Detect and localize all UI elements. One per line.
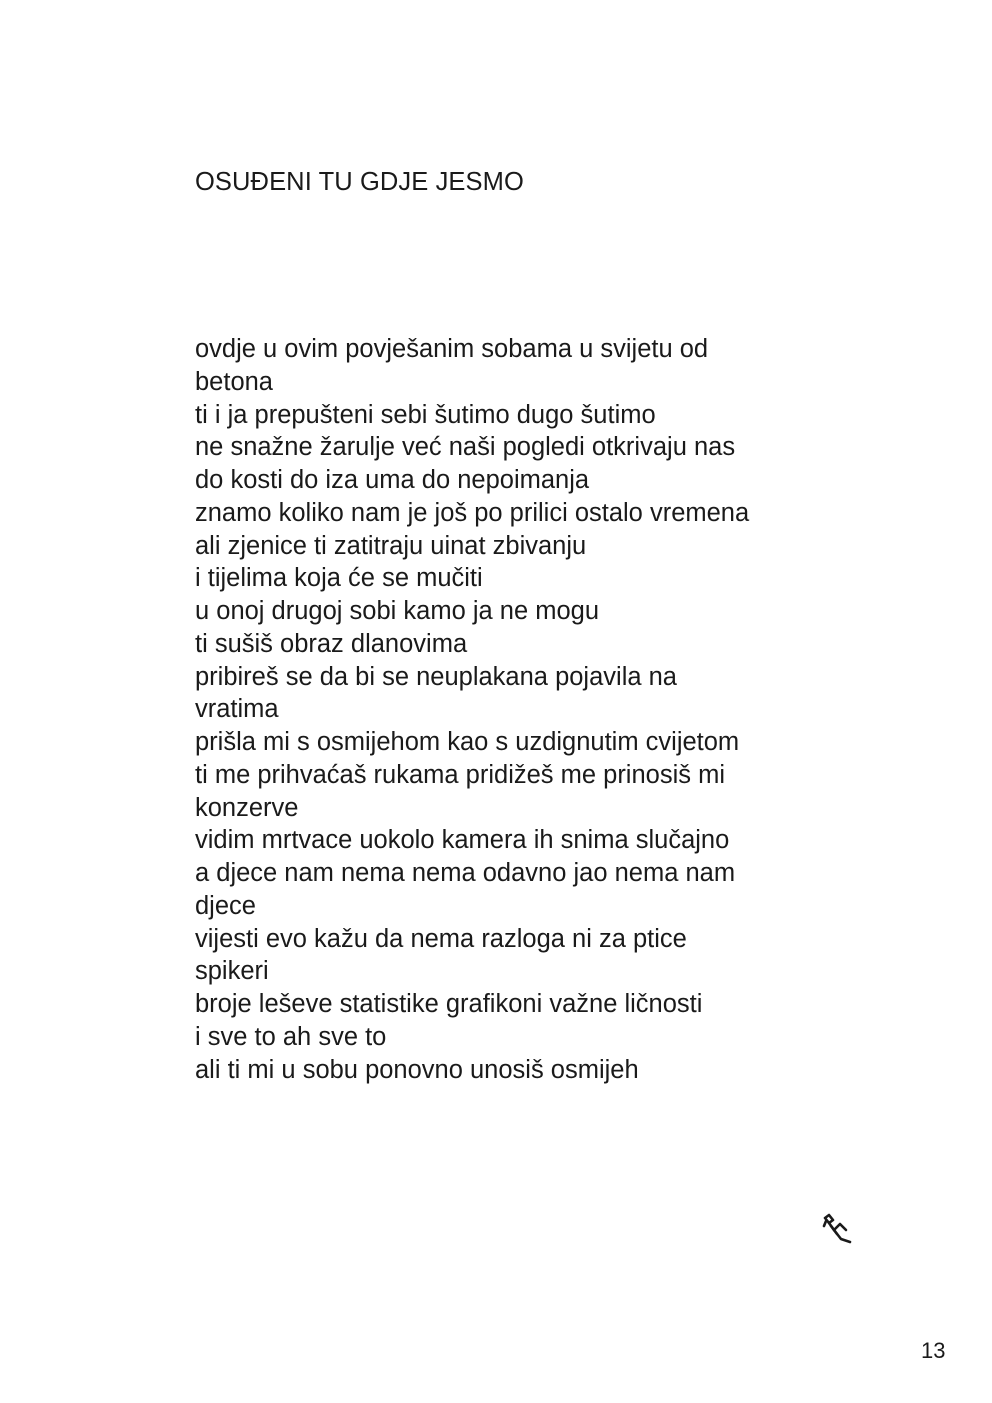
poem-line: ti me prihvaćaš rukama pridižeš me prinosiš mi xyxy=(195,760,725,789)
poem-line: betona xyxy=(195,367,273,396)
poem-line: vijesti evo kažu da nema razloga ni za ptice xyxy=(195,924,687,953)
poem-body xyxy=(195,333,749,1086)
poem-line: vratima xyxy=(195,695,279,724)
poem-line: u onoj drugoj sobi kamo ja ne mogu xyxy=(195,597,600,625)
poem-line: ali zjenice ti zatitraju uinat zbivanju xyxy=(195,531,587,560)
poem-line: vidim mrtvace uokolo kamera ih snima slučajno xyxy=(195,826,730,855)
poem-line: ti sušiš obraz dlanovima xyxy=(195,629,468,658)
poem-line: ti i ja prepušteni sebi šutimo dugo šutimo xyxy=(195,400,656,429)
poem-title: OSUĐENI TU GDJE JESMO xyxy=(195,168,524,196)
hand-drawn-mark-icon xyxy=(820,1212,854,1246)
poem-line: pribireš se da bi se neuplakana pojavila na xyxy=(195,662,677,691)
poem-line: a djece nam nema nema odavno jao nema nam xyxy=(195,859,736,887)
poem-line: ali ti mi u sobu ponovno unosiš osmijeh xyxy=(195,1055,639,1084)
poem-line: i tijelima koja će se mučiti xyxy=(195,564,483,593)
poem-line: djece xyxy=(195,891,256,920)
poem-line: prišla mi s osmijehom kao s uzdignutim cvijetom xyxy=(195,728,740,756)
poem-line: i sve to ah sve to xyxy=(195,1022,387,1051)
poem-line: do kosti do iza uma do nepoimanja xyxy=(195,466,590,494)
page-number: 13 xyxy=(921,1338,946,1363)
poem-line: ne snažne žarulje već naši pogledi otkrivaju nas xyxy=(195,433,736,462)
poem-line: ovdje u ovim povješanim sobama u svijetu od xyxy=(195,335,709,363)
poem-line: broje leševe statistike grafikoni važne ličnosti xyxy=(195,990,703,1018)
poem-line: znamo koliko nam je još po prilici ostalo vremena xyxy=(195,498,750,527)
poem-line: spikeri xyxy=(195,957,269,986)
poem-line: konzerve xyxy=(195,793,299,822)
